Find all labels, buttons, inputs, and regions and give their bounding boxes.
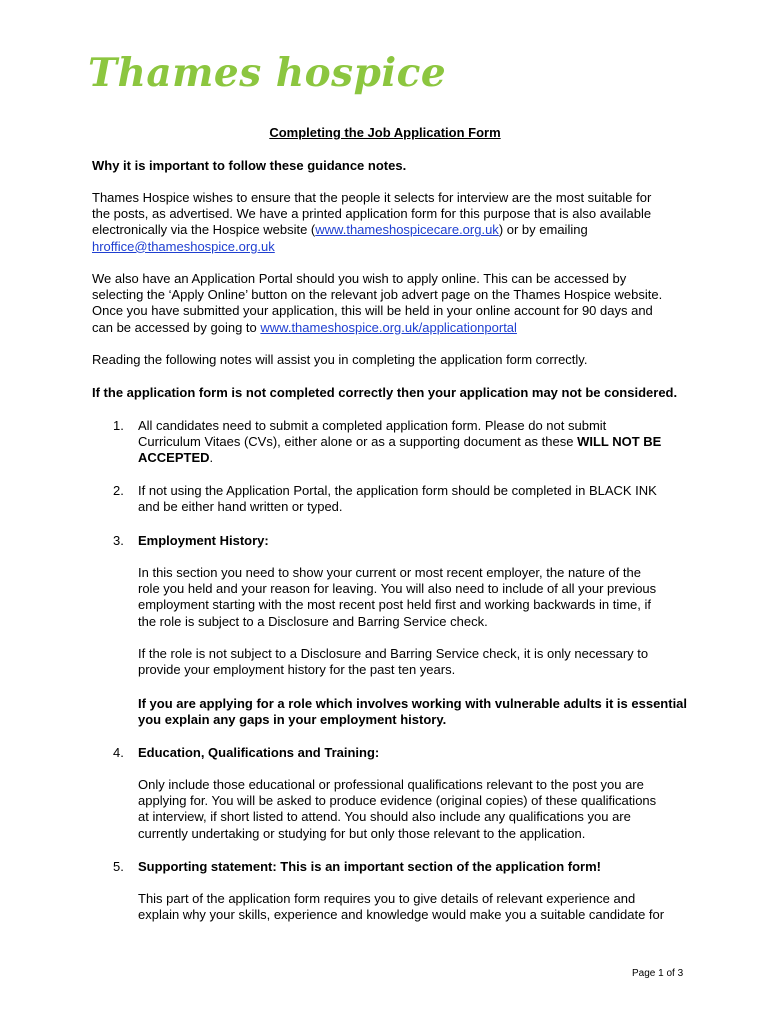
item-line: All candidates need to submit a completed application form. Please do not submit xyxy=(138,418,607,433)
education-heading: Education, Qualifications and Training: xyxy=(138,745,380,760)
email-link[interactable]: hroffice@thameshospice.org.uk xyxy=(92,238,275,254)
item-line: This part of the application form requires you to give details of relevant experience and xyxy=(138,891,636,906)
intro-line: the posts, as advertised. We have a printed application form for this purpose that is also available xyxy=(92,206,652,222)
item-line: you explain any gaps in your employment history. xyxy=(138,712,447,728)
item-line: explain why your skills, experience and knowledge would make you a suitable candidate for xyxy=(138,907,665,923)
item-text: Curriculum Vitaes (CVs), either alone or as a supporting document as these xyxy=(138,434,578,450)
item-line xyxy=(138,434,698,450)
item-line: If not using the Application Portal, the application form should be completed in BLACK INK xyxy=(138,483,657,498)
item-line: role you held and your reason for leaving. You will also need to include of all your previous xyxy=(138,581,657,597)
portal-link[interactable]: www.thameshospice.org.uk/applicationportal xyxy=(260,319,517,335)
item-text: . xyxy=(209,450,214,466)
item-2-text xyxy=(138,483,698,515)
item-line: Only include those educational or professional qualifications relevant to the post you are xyxy=(138,777,644,792)
item-line: and be either hand written or typed. xyxy=(138,499,343,515)
education-paragraph xyxy=(138,777,698,842)
portal-line: selecting the ‘Apply Online’ button on the relevant job advert page on the Thames Hospice website. xyxy=(92,287,663,303)
item-number: 4. xyxy=(113,745,124,760)
intro-text: ) or by emailing xyxy=(498,222,588,238)
item-bold-text: WILL NOT BE xyxy=(577,434,662,450)
item-number: 2. xyxy=(113,483,124,498)
item-line: If the role is not subject to a Disclosure and Barring Service check, it is only necessary to xyxy=(138,646,649,661)
intro-line xyxy=(92,239,682,255)
item-line: provide your employment history for the past ten years. xyxy=(138,662,456,678)
portal-line xyxy=(92,320,682,336)
employment-history-heading: Employment History: xyxy=(138,533,269,548)
reading-note: Reading the following notes will assist you in completing the application form correctly. xyxy=(92,352,588,367)
portal-line: We also have an Application Portal should you wish to apply online. This can be accessed by xyxy=(92,271,627,286)
employment-paragraph-2 xyxy=(138,646,698,678)
employment-paragraph-1 xyxy=(138,565,698,630)
supporting-statement-paragraph xyxy=(138,891,698,923)
intro-line: Thames Hospice wishes to ensure that the people it selects for interview are the most suitable for xyxy=(92,190,652,205)
employment-paragraph-3 xyxy=(138,696,698,728)
supporting-statement-heading: Supporting statement: This is an important section of the application form! xyxy=(138,859,601,874)
portal-text: can be accessed by going to xyxy=(92,319,261,335)
item-line: If you are applying for a role which involves working with vulnerable adults it is essential xyxy=(138,696,688,711)
item-number: 1. xyxy=(113,418,124,433)
item-number: 3. xyxy=(113,533,124,548)
page-number: Page 1 of 3 xyxy=(632,968,684,979)
item-line: at interview, if short listed to attend. You should also include any qualifications you are xyxy=(138,809,631,825)
portal-line: Once you have submitted your application, this will be held in your online account for 90 days and xyxy=(92,303,653,319)
item-line: applying for. You will be asked to produce evidence (original copies) of these qualifications xyxy=(138,793,657,809)
item-line: employment starting with the most recent post held first and working backwards in time, if xyxy=(138,597,651,613)
item-1-text xyxy=(138,418,698,467)
website-link[interactable]: www.thameshospicecare.org.uk xyxy=(315,222,499,238)
item-line xyxy=(138,450,698,466)
item-line: currently undertaking or studying for but only those relevant to the application. xyxy=(138,825,586,841)
document-title: Completing the Job Application Form xyxy=(269,125,501,140)
why-heading: Why it is important to follow these guidance notes. xyxy=(92,158,407,173)
thames-hospice-logo: Thames hospice xyxy=(88,50,447,96)
item-number: 5. xyxy=(113,859,124,874)
warning-note: If the application form is not completed correctly then your application may not be considered. xyxy=(92,385,678,400)
portal-paragraph xyxy=(92,271,682,336)
intro-line xyxy=(92,222,682,238)
item-line: the role is subject to a Disclosure and Barring Service check. xyxy=(138,613,488,629)
item-line: In this section you need to show your current or most recent employer, the nature of the xyxy=(138,565,641,580)
item-bold-text: ACCEPTED xyxy=(138,450,210,466)
intro-text: electronically via the Hospice website ( xyxy=(92,222,316,238)
intro-paragraph xyxy=(92,190,682,255)
